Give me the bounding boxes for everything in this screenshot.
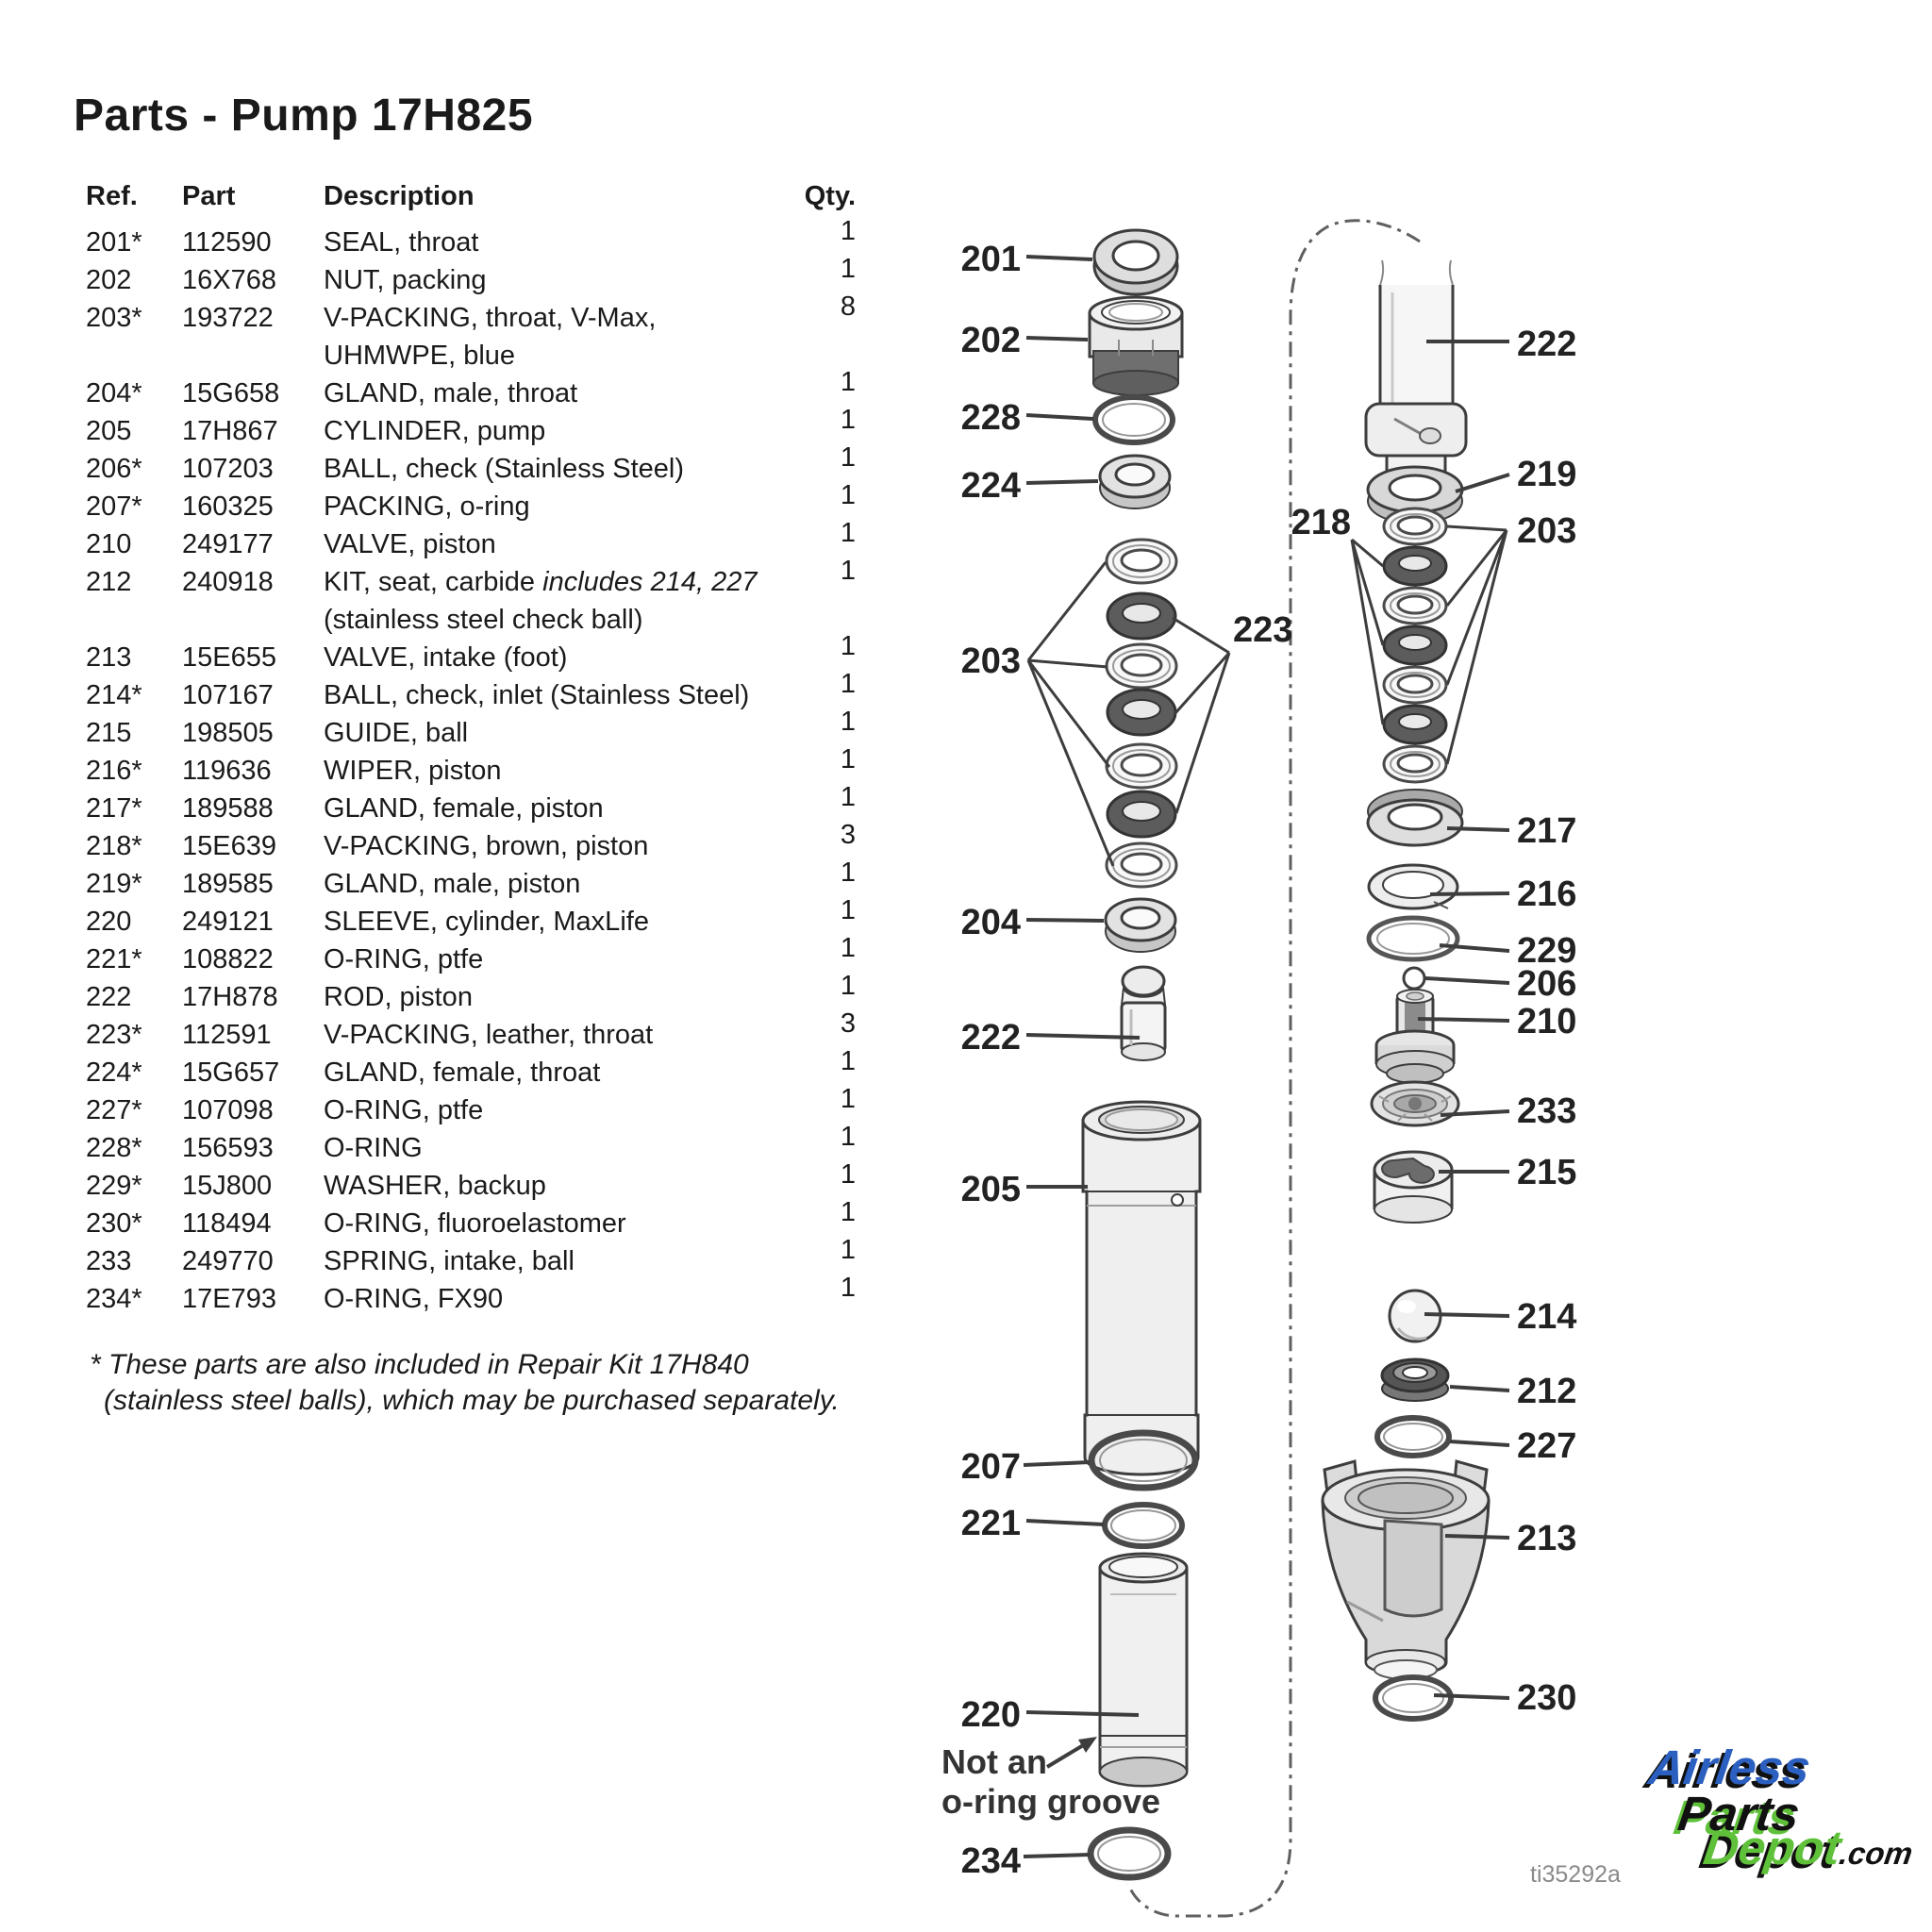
cell-ref: 204* (86, 378, 142, 408)
cell-ref: 234* (86, 1284, 142, 1314)
cell-part: 107098 (182, 1095, 274, 1125)
callout-labels (961, 240, 1577, 1881)
cell-desc: O-RING, fluoroelastomer (324, 1208, 626, 1239)
cell-part: 17H867 (182, 416, 278, 446)
callout-206: 206 (1517, 964, 1577, 1004)
header-qty: Qty. (804, 181, 856, 211)
header-ref: Ref. (86, 181, 138, 211)
cell-ref: 223* (86, 1020, 142, 1050)
cell-qty: 1 (840, 480, 856, 510)
callout-227: 227 (1517, 1426, 1577, 1466)
callout-217: 217 (1517, 811, 1577, 851)
cell-part: 107203 (182, 454, 274, 484)
part-222-piston-rod-end (1122, 967, 1165, 1060)
cell-ref: 212 (86, 567, 132, 597)
callout-219: 219 (1517, 455, 1577, 494)
callout-233: 233 (1517, 1091, 1577, 1131)
note-line-2: o-ring groove (941, 1782, 1160, 1821)
callout-220: 220 (960, 1695, 1021, 1735)
cell-qty: 1 (840, 254, 856, 284)
cell-qty: 1 (840, 1273, 856, 1303)
part-222-piston-rod (1366, 260, 1466, 490)
cell-qty: 1 (840, 895, 856, 925)
callout-203: 203 (1517, 511, 1577, 551)
part-224-gland-female-throat (1100, 456, 1170, 508)
callout-207: 207 (960, 1447, 1021, 1487)
cell-qty: 1 (840, 1159, 856, 1190)
cell-ref: 202 (86, 265, 132, 295)
cell-part: 160325 (182, 491, 274, 522)
cell-ref: 205 (86, 416, 132, 446)
cell-desc: SPRING, intake, ball (324, 1246, 575, 1276)
cell-ref: 229* (86, 1171, 142, 1201)
cell-part: 107167 (182, 680, 274, 710)
cell-desc: GLAND, female, piston (324, 793, 604, 824)
cell-qty: 8 (840, 291, 856, 322)
cell-desc: WASHER, backup (324, 1171, 546, 1201)
part-202-packing-nut (1090, 297, 1182, 395)
cell-ref: 201* (86, 227, 142, 258)
logo-word-airless: Airless (1645, 1740, 1814, 1794)
cell-ref: 224* (86, 1058, 142, 1088)
callout-218: 218 (1291, 503, 1351, 542)
note-line-1: Not an (941, 1742, 1047, 1781)
note-arrow (1047, 1737, 1097, 1767)
part-218-v-packing-brown-stack (1384, 547, 1446, 743)
airless-parts-depot-logo (1635, 1740, 1932, 1874)
cell-desc: O-RING, FX90 (324, 1284, 504, 1314)
cell-part: 156593 (182, 1133, 274, 1163)
cell-part: 249770 (182, 1246, 274, 1276)
callout-223: 223 (1233, 610, 1293, 650)
cell-qty: 1 (840, 442, 856, 473)
cell-ref: 214* (86, 680, 142, 710)
cell-part: 17H878 (182, 982, 278, 1012)
callout-222: 222 (960, 1018, 1021, 1058)
header-description: Description (324, 181, 475, 211)
cell-part: 189588 (182, 793, 274, 824)
cell-desc: VALVE, intake (foot) (324, 642, 568, 673)
cell-desc: BALL, check, inlet (Stainless Steel) (324, 680, 750, 710)
callout-234: 234 (960, 1841, 1021, 1881)
callout-230: 230 (1517, 1678, 1577, 1718)
cell-ref: 220 (86, 907, 132, 937)
callout-222: 222 (1517, 325, 1577, 364)
cell-ref: 206* (86, 454, 142, 484)
cell-qty: 1 (840, 556, 856, 586)
cell-qty: 1 (840, 1235, 856, 1265)
cell-qty: 1 (840, 1046, 856, 1076)
part-228-o-ring (1095, 397, 1173, 442)
cell-ref: 203* (86, 303, 142, 333)
cell-part: 108822 (182, 944, 274, 974)
cell-desc: ROD, piston (324, 982, 473, 1012)
cell-qty: 1 (840, 216, 856, 246)
footnote-line-1: * These parts are also included in Repair Kit 17H840 (90, 1349, 749, 1380)
cell-desc: V-PACKING, leather, throat (324, 1020, 654, 1050)
cell-part: 119636 (182, 756, 272, 786)
part-201-seal-throat (1094, 230, 1177, 294)
cell-desc: CYLINDER, pump (324, 416, 546, 446)
footnote-line-2: (stainless steel balls), which may be purchased separately. (104, 1385, 840, 1416)
cell-ref: 210 (86, 529, 132, 559)
cell-ref: 221* (86, 944, 142, 974)
callout-221: 221 (960, 1504, 1021, 1543)
part-212-carbide-seat (1382, 1359, 1448, 1401)
cell-ref: 228* (86, 1133, 142, 1163)
cell-desc: GLAND, male, piston (324, 869, 581, 899)
cell-desc: KIT, seat, carbide includes 214, 227 (stainless steel check ball) (324, 567, 758, 635)
cell-qty: 3 (840, 820, 856, 850)
cell-qty: 1 (840, 1084, 856, 1114)
cell-part: 15E655 (182, 642, 276, 673)
logo-word-depot: Depot (1700, 1821, 1845, 1874)
callout-212: 212 (1517, 1372, 1577, 1411)
cell-qty: 1 (840, 405, 856, 435)
callout-228: 228 (960, 398, 1021, 438)
cell-desc: O-RING, ptfe (324, 944, 484, 974)
cell-desc: BALL, check (Stainless Steel) (324, 454, 685, 484)
cell-qty: 1 (840, 1122, 856, 1152)
part-234-o-ring-fx90 (1091, 1830, 1168, 1877)
cell-qty: 1 (840, 631, 856, 661)
cell-part: 193722 (182, 303, 274, 333)
cell-desc: VALVE, piston (324, 529, 496, 559)
callout-214: 214 (1517, 1297, 1577, 1337)
cell-ref: 207* (86, 491, 142, 522)
cell-qty: 1 (840, 1197, 856, 1227)
part-229-backup-washer (1369, 918, 1457, 959)
callout-215: 215 (1517, 1153, 1577, 1192)
cell-desc: SLEEVE, cylinder, MaxLife (324, 907, 649, 937)
cell-ref: 218* (86, 831, 142, 861)
cell-part: 15J800 (182, 1171, 273, 1201)
cell-qty: 3 (840, 1008, 856, 1039)
part-216-piston-wiper (1369, 865, 1457, 908)
cell-part: 249121 (182, 907, 274, 937)
cell-part: 112591 (182, 1020, 272, 1050)
cell-part: 112590 (182, 227, 272, 258)
part-221-o-ring-ptfe (1105, 1505, 1182, 1546)
cell-ref: 230* (86, 1208, 142, 1239)
cell-ref: 219* (86, 869, 142, 899)
cell-part: 249177 (182, 529, 274, 559)
cell-qty: 1 (840, 971, 856, 1001)
cell-ref: 213 (86, 642, 132, 673)
callout-201: 201 (960, 240, 1021, 279)
cell-part: 118494 (182, 1208, 272, 1239)
cell-desc: GLAND, female, throat (324, 1058, 601, 1088)
callout-224: 224 (960, 466, 1021, 506)
cell-qty: 1 (840, 518, 856, 548)
callout-210: 210 (1517, 1002, 1577, 1041)
part-215-ball-guide (1374, 1152, 1452, 1223)
part-213-intake-foot-valve (1323, 1461, 1489, 1679)
logo-suffix-com: .com (1837, 1836, 1915, 1871)
part-227-o-ring-ptfe (1377, 1418, 1449, 1456)
cell-ref: 233 (86, 1246, 132, 1276)
cell-desc: WIPER, piston (324, 756, 502, 786)
cell-desc: O-RING (324, 1133, 423, 1163)
part-204-gland-male-throat (1106, 899, 1175, 952)
part-233-intake-ball-spring (1372, 1082, 1458, 1125)
cell-part: 15G657 (182, 1058, 280, 1088)
part-206-check-ball (1404, 968, 1424, 989)
part-223-v-packing-leather-stack (1108, 593, 1175, 837)
cell-qty: 1 (840, 669, 856, 699)
part-230-o-ring-fluoroelastomer (1375, 1677, 1451, 1719)
callout-213: 213 (1517, 1519, 1577, 1558)
cell-part: 198505 (182, 718, 274, 748)
cell-desc: V-PACKING, throat, V-Max, UHMWPE, blue (324, 303, 657, 371)
callout-205: 205 (960, 1170, 1021, 1209)
cell-desc: PACKING, o-ring (324, 491, 530, 522)
cell-part: 16X768 (182, 265, 276, 295)
cell-desc: NUT, packing (324, 265, 487, 295)
cell-desc: V-PACKING, brown, piston (324, 831, 649, 861)
part-220-cylinder-sleeve (1100, 1554, 1187, 1786)
callout-202: 202 (960, 321, 1021, 360)
part-205-pump-cylinder (1083, 1102, 1200, 1474)
page-title: Parts - Pump 17H825 (74, 91, 534, 141)
cell-desc: GLAND, male, throat (324, 378, 578, 408)
cell-qty: 1 (840, 933, 856, 963)
logo-word-parts: Parts (1674, 1787, 1804, 1840)
cell-qty: 1 (840, 858, 856, 888)
callout-204: 204 (960, 903, 1021, 942)
part-210-piston-valve (1376, 990, 1454, 1083)
callout-203: 203 (960, 641, 1021, 681)
cell-part: 189585 (182, 869, 274, 899)
cell-part: 15E639 (182, 831, 276, 861)
cell-ref: 217* (86, 793, 142, 824)
cell-ref: 222 (86, 982, 132, 1012)
cell-part: 15G658 (182, 378, 280, 408)
cell-qty: 1 (840, 707, 856, 737)
cell-qty: 1 (840, 367, 856, 397)
cell-qty: 1 (840, 744, 856, 774)
part-217-gland-female-piston (1368, 790, 1462, 845)
cell-desc: SEAL, throat (324, 227, 479, 258)
cell-desc: GUIDE, ball (324, 718, 469, 748)
callout-229: 229 (1517, 931, 1577, 971)
callout-216: 216 (1517, 874, 1577, 914)
cell-ref: 216* (86, 756, 142, 786)
cell-part: 17E793 (182, 1284, 276, 1314)
header-part: Part (182, 181, 236, 211)
figure-caption: ti35292a (1530, 1861, 1621, 1888)
cell-qty: 1 (840, 782, 856, 812)
cell-ref: 215 (86, 718, 132, 748)
cell-part: 240918 (182, 567, 274, 597)
cell-desc: O-RING, ptfe (324, 1095, 484, 1125)
cell-ref: 227* (86, 1095, 142, 1125)
